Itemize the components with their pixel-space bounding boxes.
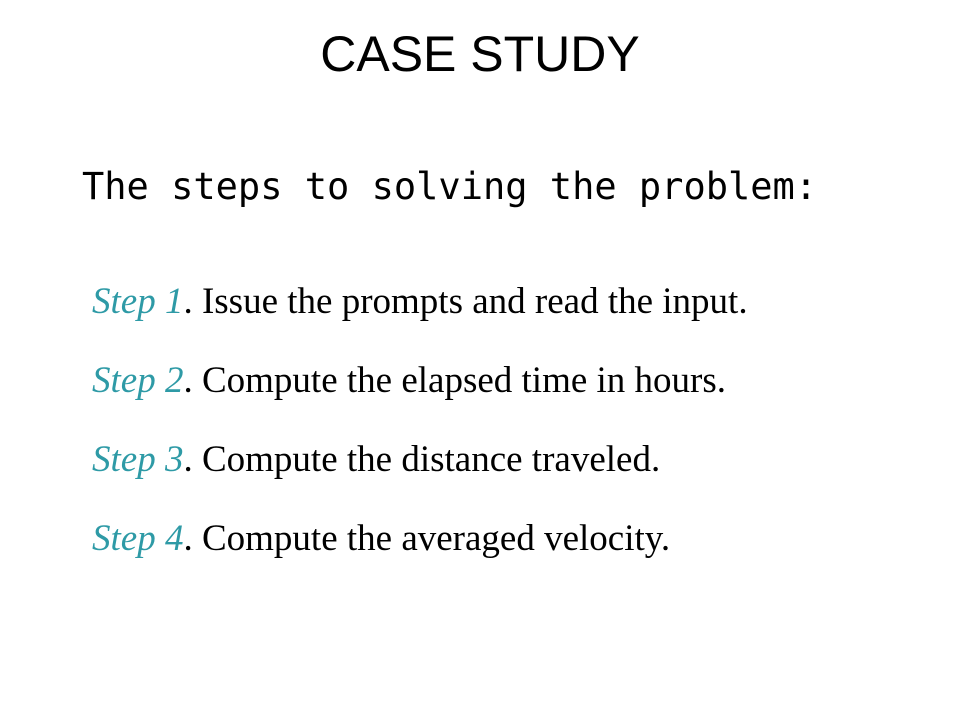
- step-text: . Issue the prompts and read the input.: [183, 281, 748, 322]
- step-text: . Compute the distance traveled.: [183, 439, 661, 480]
- step-item-3: [92, 438, 748, 517]
- step-text: . Compute the averaged velocity.: [183, 518, 671, 559]
- step-label: Step 1: [92, 281, 184, 322]
- step-label: Step 4: [92, 518, 184, 559]
- step-item-1: [92, 280, 748, 359]
- step-item-2: [92, 359, 748, 438]
- slide-subtitle: The steps to solving the problem:: [82, 165, 818, 208]
- slide-title: CASE STUDY: [320, 26, 640, 82]
- step-label: Step 3: [92, 439, 184, 480]
- step-item-4: [92, 517, 748, 596]
- step-label: Step 2: [92, 360, 184, 401]
- step-text: . Compute the elapsed time in hours.: [183, 360, 727, 401]
- steps-list: [92, 280, 748, 596]
